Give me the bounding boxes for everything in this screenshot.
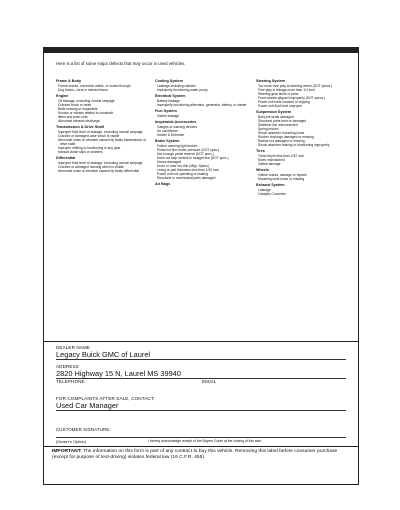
defect-item: Frame-cracks, corrective welds, or rusted through <box>58 83 131 88</box>
email-label: EMAIL <box>202 379 217 384</box>
defect-item: Rubber bushings damaged or missing <box>258 134 314 139</box>
defect-item: Pedal not firm under pressure (DOT spec.) <box>157 147 220 152</box>
defect-item: Structural or mechanical parts damaged <box>157 175 216 180</box>
defect-item: Belts missing or inoperable <box>58 106 98 111</box>
defect-section-title: Air Bags <box>155 181 171 186</box>
important-label: IMPORTANT: <box>52 449 82 454</box>
defect-item: Battery leakage <box>157 98 180 103</box>
defect-item: Hoses damaged <box>157 159 182 164</box>
defect-item: Radius rod damaged or missing <box>258 138 305 143</box>
defect-item: Dog tracks—bent or twisted frame <box>58 87 108 92</box>
defect-section-title: Brake System <box>155 138 180 143</box>
defect-item: Steering gear binds or jams <box>258 91 299 96</box>
defect-item: Power unit not operating or leaking <box>157 171 208 176</box>
dealer-name-value: Legacy Buick GMC of Laurel <box>56 350 151 359</box>
defect-section-title: Differential <box>56 155 76 160</box>
defect-section-title: Steering System <box>256 79 285 83</box>
defect-item: Visible cracks, damage or repairs <box>258 172 307 177</box>
defect-item: Power unit fluid level improper <box>258 103 303 108</box>
defect-section-title: Cooling System <box>155 79 183 83</box>
defect-item: Knocks or misses related to camshaft <box>58 110 113 115</box>
defect-item: Front wheels aligned improperly (DOT specs.) <box>258 95 326 100</box>
defect-section-title: Suspension System <box>256 109 292 114</box>
defect-item: Improperly functioning alternator, generator, battery, or starter <box>157 102 247 107</box>
address-value: 2820 Highway 15 N, Laurel MS 39940 <box>56 369 181 378</box>
defect-item: Improper fluid level or leakage, excluding normal seepage <box>58 160 143 165</box>
defect-item: Abnormal exhaust discharge <box>58 118 100 123</box>
defect-item: Oil leakage, excluding normal seepage <box>58 98 115 103</box>
defect-item: Heater & Defroster <box>157 132 185 137</box>
defect-item: Shock absorber leaking or functioning improperly <box>258 142 330 147</box>
telephone-label: TELEPHONE <box>56 379 85 384</box>
defect-section-title: Engine <box>56 93 69 98</box>
complaints-contact-value: Used Car Manager <box>56 401 119 410</box>
defect-item: Mounting bolts loose or missing <box>258 176 305 181</box>
section-divider <box>44 341 358 342</box>
defect-item: Not enough pedal reserve (DOT spec.) <box>157 151 214 156</box>
complaints-label: FOR COMPLAINTS AFTER SALE, CONTACT: <box>56 396 155 401</box>
defect-item: Lining or pad thickness less than 1/32 inch <box>157 167 220 172</box>
defect-item: Free play in linkage more than 1/4 inch <box>258 87 315 92</box>
important-notice <box>52 449 352 462</box>
defect-item: Structural parts bent or damaged <box>258 118 307 123</box>
customer-signature-label: CUSTOMER SIGNATURE: <box>56 427 111 432</box>
defect-section-title: Exhaust System <box>256 182 285 187</box>
defect-item: Gauges or warning devices <box>157 124 197 129</box>
defect-section-title: Electrical System <box>155 93 186 98</box>
defect-item: Shock absorber mounting loose <box>258 130 305 135</box>
defect-item: Catalytic Converter <box>258 191 287 196</box>
defect-item: Improper fluid level or leakage, excluding normal seepage <box>58 129 143 134</box>
defect-item: Air conditioner <box>157 128 179 133</box>
defect-item: Leakage <box>258 187 271 192</box>
address-label: ADDRESS <box>56 364 79 369</box>
defect-item: Failure warning light broken <box>157 143 198 148</box>
defect-item: Manual clutch slips or chatters <box>58 149 103 154</box>
defect-section-title: Frame & Body <box>56 79 81 83</box>
customer-signature-label-row <box>56 427 346 432</box>
defect-item: Cracked or damaged case which is visible <box>58 133 120 138</box>
complaints-line <box>56 410 346 411</box>
dealer-name-label: DEALER NAME <box>56 345 91 350</box>
defect-section-title: Fuel System <box>155 108 177 113</box>
defects-column-1 <box>56 79 151 173</box>
defects-column-2 <box>155 79 255 187</box>
defect-item: Too much free play at steering wheel (DOT specs.) <box>258 83 333 88</box>
defect-item: Ball joint seals damaged <box>258 114 294 119</box>
top-border-bar <box>44 48 358 53</box>
defect-item: Spring broken <box>258 126 279 131</box>
defect-item: Cracked block or head <box>58 102 91 107</box>
dealer-option-note: (Dealer's Option) <box>56 437 134 444</box>
defect-item: Power unit belts cracked or slipping <box>258 99 310 104</box>
dealer-name-line <box>56 359 346 360</box>
defects-columns <box>56 79 350 259</box>
defect-item: Improper shifting or functioning in any gear <box>58 145 121 150</box>
defect-section-title: Transmission & Drive Shaft <box>56 124 104 129</box>
defect-section-title: Inoperable Accessories <box>155 119 197 124</box>
acknowledge-text: I hereby acknowledge receipt of the Buyers Guide at the closing of this sale. <box>134 437 346 443</box>
buyers-guide-form <box>43 47 359 485</box>
defect-section-title: Wheels <box>256 167 269 172</box>
defect-item: Sizes mismatched <box>258 157 285 162</box>
defect-item: Tread depth less than 2/32 inch <box>258 153 305 158</box>
contact-row <box>56 379 346 384</box>
address-block <box>56 364 346 379</box>
defect-item: Improperly functioning water pump <box>157 87 208 92</box>
defect-item: Abnormal noise or vibration caused by faulty transmission or drive shaft <box>58 137 147 146</box>
signature-lines <box>56 437 346 444</box>
defect-item: Cracked or damaged housing which is visible <box>58 164 124 169</box>
defect-item: Abnormal noise or vibration caused by faulty differential <box>58 168 139 173</box>
defect-item: lifters and push rods <box>58 114 88 119</box>
complaints-block <box>56 396 346 411</box>
defect-item: Does not stop vehicle in straight line (DOT spec.) <box>157 155 229 160</box>
bottom-divider <box>44 446 358 447</box>
defect-item: Drum or rotor too thin (Mfgr. Specs) <box>157 163 209 168</box>
intro-text: Here is a list of some major defects that may occur in used vehicles. <box>56 61 186 66</box>
dealer-name-block <box>56 345 346 360</box>
defect-item: Visible damage <box>258 161 281 166</box>
defects-column-3 <box>256 79 360 196</box>
defect-section-title: Tires <box>256 148 265 153</box>
important-text: The information on this form is part of any contract to buy this vehicle. Removing this label before consumer purchase (except for purpose of test-driving) violates federal law (16 C.F.R. 455). <box>52 449 338 461</box>
defect-item: Leakage including radiator <box>157 83 196 88</box>
defect-item: Stabilizer bar disconnected <box>258 122 298 127</box>
defect-item: Visible leakage <box>157 113 180 118</box>
